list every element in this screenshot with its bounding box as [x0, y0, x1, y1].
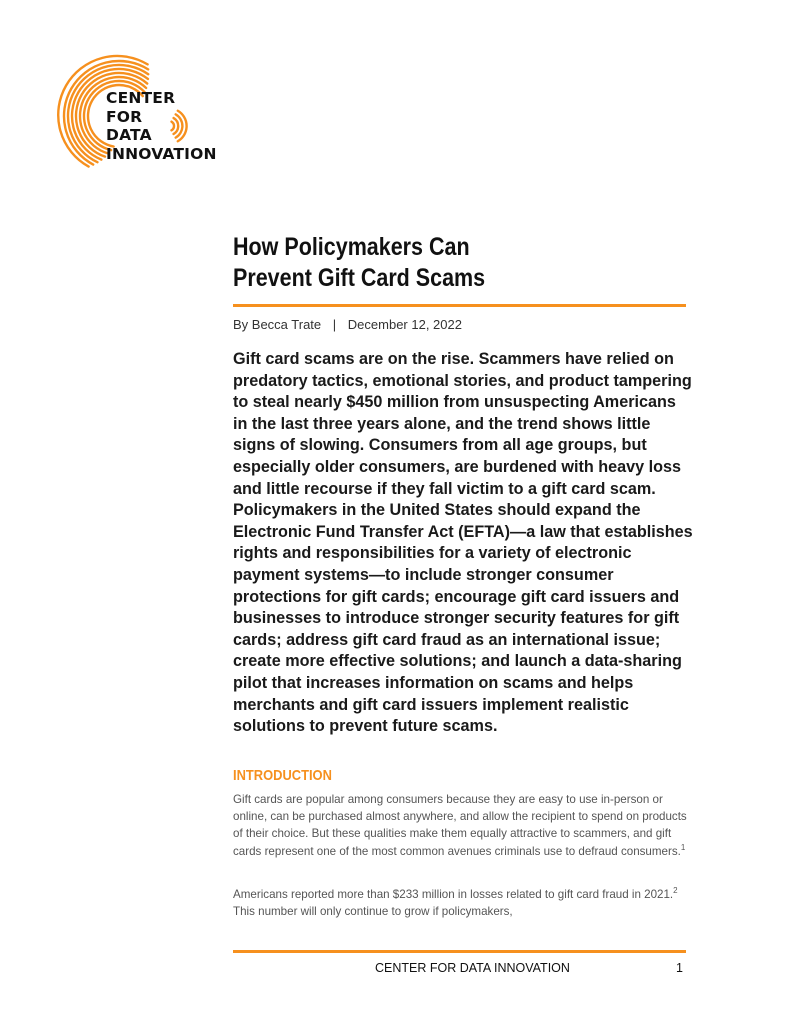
paragraph — [233, 791, 688, 860]
footnote-ref[interactable]: 2 — [673, 886, 678, 896]
paragraph-text: Americans reported more than $233 million in losses related to gift card fraud in 2021. — [233, 888, 674, 901]
logo-line: INNOVATION — [106, 144, 217, 163]
title-line-2: Prevent Gift Card Scams — [233, 264, 486, 292]
logo-wordmark — [106, 89, 217, 163]
paragraph-text: This number will only continue to grow if policymakers, — [233, 905, 513, 919]
section-heading-introduction: INTRODUCTION — [233, 767, 332, 784]
footer-org-name: CENTER FOR DATA INNOVATION — [375, 961, 570, 975]
logo-line: CENTER — [106, 89, 176, 107]
abstract: Gift card scams are on the rise. Scammers have relied on predatory tactics, emotional stories, and product tampering to steal nearly $450 million from unsuspecting Americans in the last three years alone, and the trend shows little signs of slowing. Consumers from all age groups, but especially older consumers, are burdened with heavy loss and little recourse if they fall victim to a gift card scam. Policymakers in the United States should expand the Electronic Fund Transfer Act (EFTA)—a law that establishes rights and responsibilities for a variety of electronic payment systems—to include stronger consumer protections for gift cards; encourage gift card issuers and businesses to introduce stronger security features for gift cards; address gift card fraud as an international issue; create more effective solutions; and launch a data-sharing pilot that increases information on scams and helps merchants and gift card issuers implement realistic solutions to prevent future scams. — [233, 350, 693, 736]
organization-logo — [57, 54, 232, 179]
paragraph-text: Gift cards are popular among consumers because they are easy to use in-person or online, can be purchased almost anywhere, and allow the recipient to spend on products of their choice. But these qualities make them equally attractive to scammers, and gift cards represent one of the most common avenues criminals use to defraud consumers. — [233, 793, 687, 858]
footer-divider — [233, 950, 686, 953]
publication-date: December 12, 2022 — [347, 317, 462, 332]
logo-line: FOR — [106, 107, 143, 126]
footnote-ref[interactable]: 1 — [680, 842, 686, 852]
title-divider — [233, 304, 686, 307]
byline — [233, 317, 462, 332]
paragraph — [233, 886, 688, 920]
report-title — [233, 232, 485, 294]
author: By Becca Trate — [233, 317, 322, 332]
logo-line: DATA — [106, 126, 152, 144]
page-number: 1 — [676, 961, 683, 975]
title-line-1: How Policymakers Can — [233, 233, 470, 261]
byline-separator: | — [332, 317, 337, 332]
